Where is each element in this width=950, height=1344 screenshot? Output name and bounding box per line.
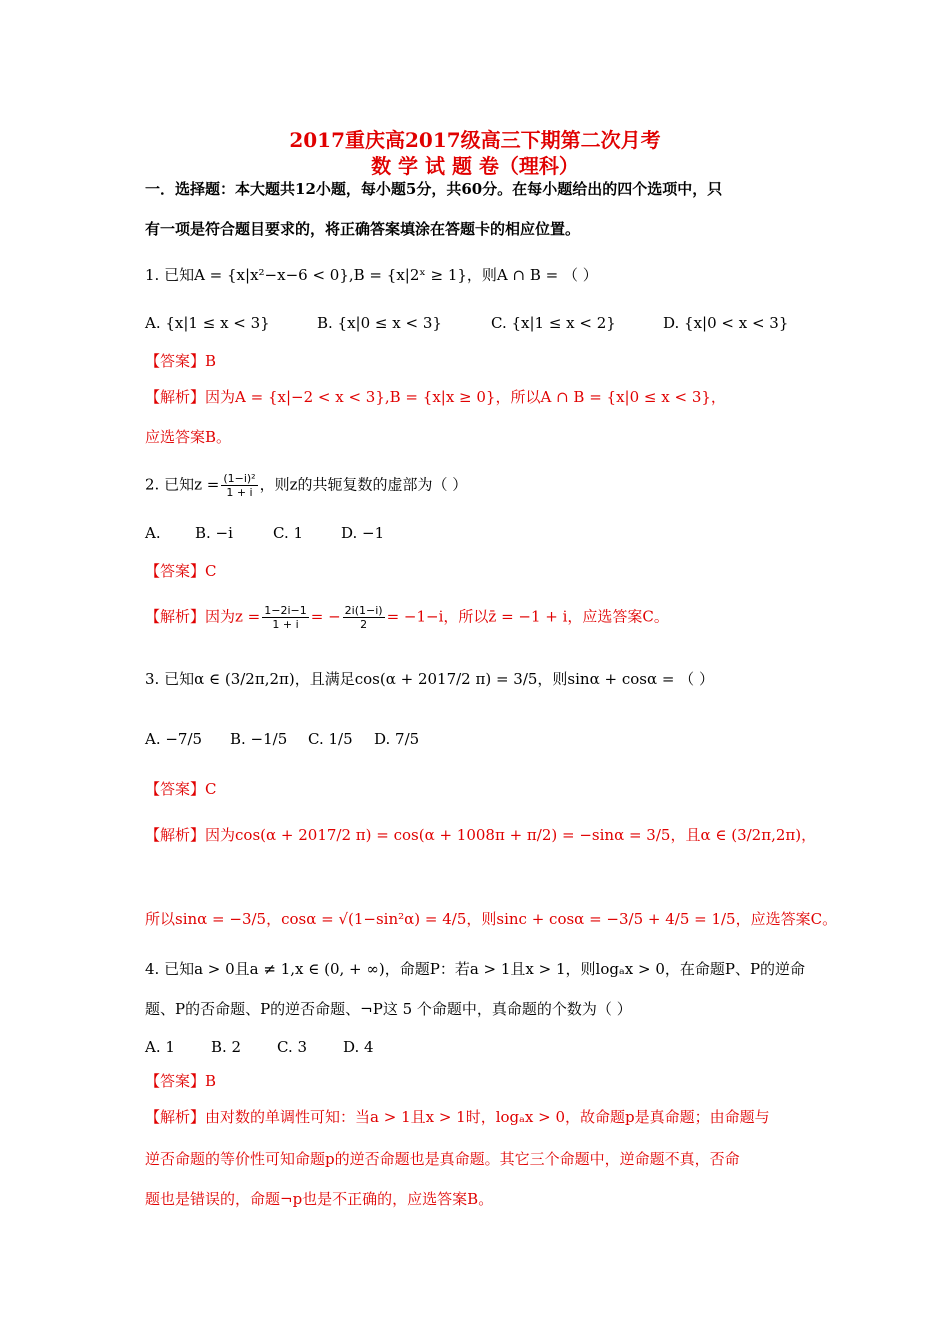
q2-stem-prefix: 2. 已知z = xyxy=(145,475,220,494)
analysis-prefix: 因为z = xyxy=(205,607,261,626)
answer-label: 【答案】 xyxy=(145,352,206,370)
q4-analysis-line3: 题也是错误的，命题¬p也是不正确的，应选答案B。 xyxy=(145,1190,494,1208)
q2-analysis xyxy=(145,604,810,631)
q3-analysis-cont: 所以sinα = −3/5，cosα = √(1−sin²α) = 4/5，则sinc + cosα = −3/5 + 4/5 = 1/5，应选答案C。 xyxy=(145,910,838,928)
fraction-numerator: 2i(1−i) xyxy=(344,604,383,617)
q1-option-d: D. {x|0 < x < 3} xyxy=(663,314,789,332)
q1-option-c: C. {x|1 ≤ x < 2} xyxy=(491,314,616,332)
analysis-label: 【解析】 xyxy=(145,607,206,626)
q1-analysis-cont: 应选答案B。 xyxy=(145,428,232,446)
fraction-denominator: 1 + i xyxy=(272,618,299,631)
q3-answer xyxy=(145,778,810,800)
q1-options xyxy=(145,312,810,334)
analysis-suffix: = −1−i，所以z̄ = −1 + i，应选答案C。 xyxy=(386,607,669,626)
q3-options xyxy=(145,728,810,750)
answer-label: 【答案】 xyxy=(145,780,206,798)
analysis-label: 【解析】 xyxy=(145,1108,206,1126)
q3-stem: 3. 已知α ∈ (3/2π,2π)，且满足cos(α + 2017/2 π) = 3/5，则sinα + cosα = （ ） xyxy=(145,670,714,688)
page-title: 2017重庆高2017级高三下期第二次月考 xyxy=(289,128,661,152)
q1-option-a: A. {x|1 ≤ x < 3} xyxy=(145,314,270,332)
analysis-text: 因为A = {x|−2 < x < 3},B = {x|x ≥ 0}，所以A ∩ B = {x|0 ≤ x < 3}， xyxy=(205,388,726,406)
q4-answer xyxy=(145,1070,810,1092)
analysis-fraction-1 xyxy=(262,604,309,631)
q4-option-d: D. 4 xyxy=(343,1038,374,1056)
q1-option-b: B. {x|0 ≤ x < 3} xyxy=(317,314,442,332)
analysis-mid: = − xyxy=(310,607,341,626)
answer-value: B xyxy=(205,352,217,370)
q3-option-b: B. −1/5 xyxy=(230,730,288,748)
q4-stem-line1: 4. 已知a > 0且a ≠ 1,x ∈ (0, + ∞)，命题P：若a > 1且x > 1，则logₐx > 0，在命题P、P的逆命 xyxy=(145,960,806,978)
fraction-denominator: 2 xyxy=(360,618,368,631)
q1-answer xyxy=(145,350,810,372)
q4-analysis-line2: 逆否命题的等价性可知命题p的逆否命题也是真命题。其它三个命题中，逆命题不真，否命 xyxy=(145,1150,740,1168)
section-intro-line2: 有一项是符合题目要求的，将正确答案填涂在答题卡的相应位置。 xyxy=(145,220,581,238)
q4-options xyxy=(145,1036,810,1058)
q2-option-a: A. xyxy=(145,524,161,542)
q2-stem xyxy=(145,472,810,499)
q1-analysis xyxy=(145,386,810,408)
analysis-label: 【解析】 xyxy=(145,388,206,406)
q4-analysis xyxy=(145,1106,810,1128)
fraction-denominator: 1 + i xyxy=(226,486,253,499)
q2-option-b: B. −i xyxy=(195,524,233,542)
analysis-text: 因为cos(α + 2017/2 π) = cos(α + 1008π + π/2) = −sinα = 3/5，且α ∈ (3/2π,2π)， xyxy=(205,826,817,844)
fraction-numerator: 1−2i−1 xyxy=(264,604,307,617)
analysis-text: 由对数的单调性可知：当a > 1且x > 1时，logₐx > 0，故命题p是真命题；由命题与 xyxy=(205,1108,770,1126)
answer-value: B xyxy=(205,1072,217,1090)
q2-fraction xyxy=(221,472,257,499)
q2-answer xyxy=(145,560,810,582)
page-subtitle: 数 学 试 题 卷（理科） xyxy=(371,154,579,178)
answer-label: 【答案】 xyxy=(145,1072,206,1090)
analysis-label: 【解析】 xyxy=(145,826,206,844)
q4-option-c: C. 3 xyxy=(277,1038,308,1056)
section-intro-line1: 一．选择题：本大题共12小题，每小题5分，共60分。在每小题给出的四个选项中，只 xyxy=(145,180,723,198)
q4-option-b: B. 2 xyxy=(211,1038,242,1056)
q4-stem-line2: 题、P的否命题、P的逆否命题、¬P这 5 个命题中，真命题的个数为（ ） xyxy=(145,1000,632,1018)
q2-stem-suffix: ，则z的共轭复数的虚部为（ ） xyxy=(259,475,468,494)
q2-options xyxy=(145,522,810,544)
answer-value: C xyxy=(205,562,217,580)
q3-option-a: A. −7/5 xyxy=(145,730,203,748)
q1-stem: 1. 已知A = {x|x²−x−6 < 0},B = {x|2ˣ ≥ 1}，则A ∩ B = （ ） xyxy=(145,266,598,284)
q2-option-d: D. −1 xyxy=(341,524,385,542)
fraction-numerator: (1−i)² xyxy=(223,472,256,485)
q2-option-c: C. 1 xyxy=(273,524,304,542)
answer-value: C xyxy=(205,780,217,798)
q3-option-d: D. 7/5 xyxy=(374,730,420,748)
analysis-fraction-2 xyxy=(343,604,385,631)
q3-option-c: C. 1/5 xyxy=(308,730,353,748)
q3-analysis xyxy=(145,824,817,846)
q4-option-a: A. 1 xyxy=(145,1038,175,1056)
answer-label: 【答案】 xyxy=(145,562,206,580)
